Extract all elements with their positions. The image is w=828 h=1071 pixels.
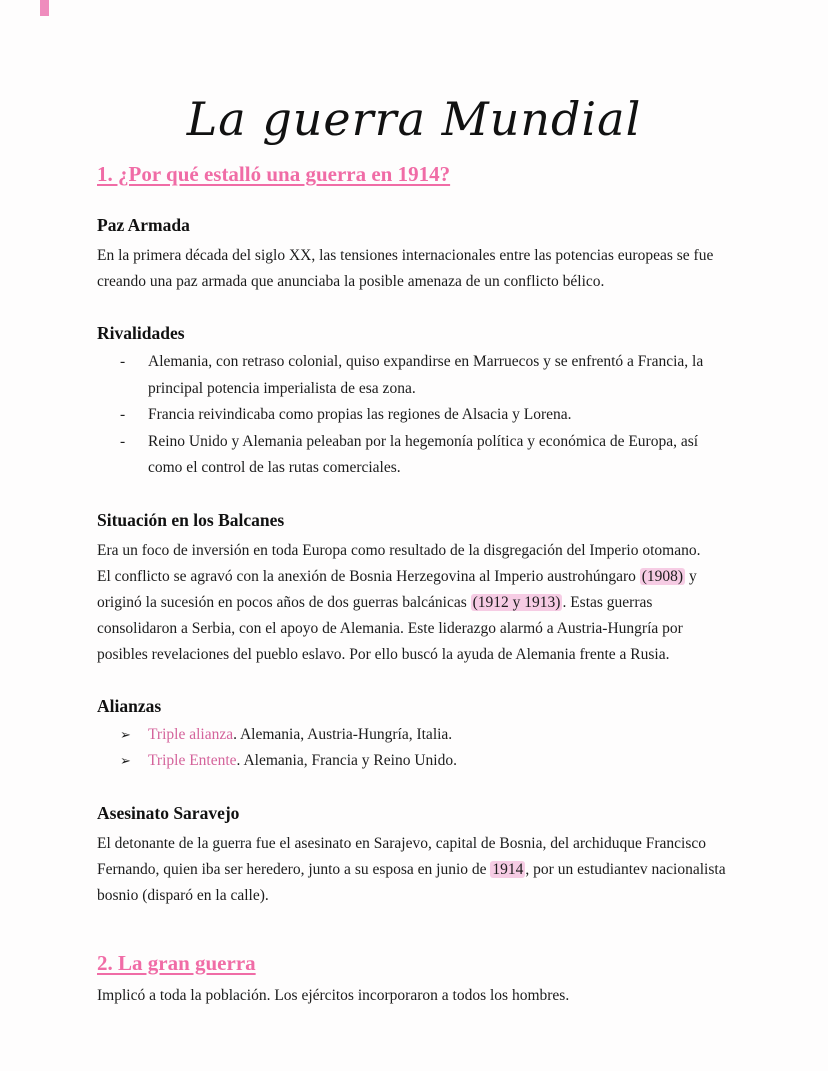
- text-run: En la primera década del siglo XX, las tensiones internacionales entre las potencias europeas se fue creando una paz armada que anunciaba la posible amenaza de un conflicto bélico.: [97, 247, 714, 290]
- dash-bullet: -: [120, 432, 126, 450]
- subheading: Situación en los Balcanes: [97, 509, 285, 530]
- text-run: . Alemania, Francia y Reino Unido.: [236, 752, 457, 769]
- list-item: [120, 722, 733, 749]
- highlighted-date: 1914: [492, 860, 524, 878]
- text-run: Implicó a toda la población. Los ejércitos incorporaron a todos los hombres.: [97, 986, 570, 1004]
- arrow-list: [97, 722, 733, 775]
- list-item-text: [148, 349, 733, 402]
- subheading: Rivalidades: [97, 323, 185, 343]
- page-title: La guerra Mundial: [186, 92, 642, 146]
- document-content: [97, 162, 733, 1009]
- text-run: El detonante de la guerra fue el asesinato en Sarajevo, capital de Bosnia, del archiduque Francisco Fernando, quien iba ser heredero, junto a su esposa en junio de: [97, 834, 706, 878]
- list-item: [120, 349, 733, 402]
- subheading: Alianzas: [97, 695, 162, 716]
- dash-bullet: -: [120, 353, 126, 370]
- text-run: Alemania, con retraso colonial, quiso expandirse en Marruecos y se enfrentó a Francia, la principal potencia imperialista de esa zona.: [148, 353, 704, 397]
- text-run: Francia reivindicaba como propias las regiones de Alsacia y Lorena.: [148, 406, 572, 423]
- list-item-text: [148, 429, 733, 482]
- list-item-text: [148, 402, 733, 429]
- page-corner-mark: [40, 0, 49, 16]
- list-item: [120, 748, 733, 775]
- text-run: . Alemania, Austria-Hungría, Italia.: [233, 725, 453, 743]
- list-item: [120, 429, 733, 482]
- arrow-bullet-icon: ➢: [120, 753, 131, 768]
- section-heading: 2. La gran guerra: [97, 950, 256, 975]
- subheading: Paz Armada: [97, 215, 190, 235]
- paragraph: [97, 243, 733, 295]
- arrow-bullet-icon: ➢: [120, 726, 131, 742]
- subheading: Asesinato Saravejo: [97, 802, 240, 823]
- list-item: [120, 402, 733, 429]
- highlighted-date: (1908): [641, 567, 684, 585]
- section-heading: 1. ¿Por qué estalló una guerra en 1914?: [97, 162, 451, 186]
- text-run: . Estas guerras consolidaron a Serbia, con el apoyo de Alemania. Este liderazgo alarmó a Austria-Hungría por posibles revelaciones del pueblo eslavo. Por ello buscó la ayuda de Alemania frente a Rusia.: [97, 593, 683, 663]
- dash-bullet: -: [120, 406, 126, 423]
- dash-list: [97, 349, 733, 482]
- paragraph: [97, 983, 733, 1009]
- list-item-text: [148, 722, 733, 749]
- paragraph: [97, 831, 733, 909]
- pink-term: Triple alianza: [148, 725, 234, 743]
- highlighted-date: (1912 y 1913): [472, 593, 561, 611]
- pink-term: Triple Entente: [148, 752, 237, 769]
- text-run: , por un estudiantev nacionalista bosnio (disparó en la calle).: [97, 860, 726, 904]
- text-run: El conflicto se agravó con la anexión de Bosnia Herzegovina al Imperio austrohúngaro: [97, 567, 640, 585]
- list-item-text: [148, 748, 733, 775]
- text-run: y originó la sucesión en pocos años de dos guerras balcánicas: [97, 567, 697, 611]
- text-run: Era un foco de inversión en toda Europa como resultado de la disgregación del Imperio otomano.: [97, 541, 701, 559]
- paragraph: [97, 538, 733, 668]
- text-run: Reino Unido y Alemania peleaban por la hegemonía política y económica de Europa, así como el control de las rutas comerciales.: [148, 432, 699, 476]
